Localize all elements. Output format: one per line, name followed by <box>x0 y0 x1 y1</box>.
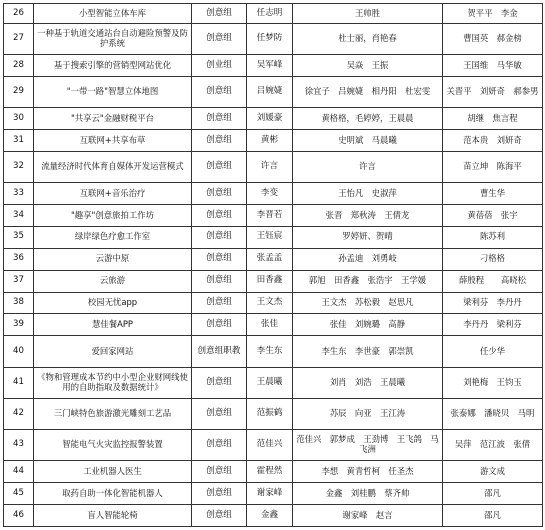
advisors-cell: 贺平平 李金 <box>443 4 543 24</box>
advisors-cell: 胡继 焦言程 <box>443 107 543 129</box>
project-table <box>3 3 543 527</box>
advisors-cell: 陈苏利 <box>443 226 543 248</box>
project-title-cell: 流量经济时代体育自媒体开发运营模式 <box>34 151 192 182</box>
leader-cell: 李晋若 <box>247 204 293 226</box>
row-number-cell: 35 <box>4 226 34 248</box>
project-title-cell: "趣享"创意旅拍工作坊 <box>34 204 192 226</box>
advisors-cell: 游文成 <box>443 461 543 483</box>
category-cell: 创意组 <box>192 461 247 483</box>
table-row <box>4 226 543 248</box>
category-cell: 创意组 <box>192 248 247 270</box>
members-cell: 王怡凡 史淑萍 <box>293 182 443 204</box>
row-number-cell: 34 <box>4 204 34 226</box>
table-row <box>4 151 543 182</box>
category-cell: 创意组 <box>192 314 247 336</box>
project-title-cell: 一种基于轨道交通站台自动避险预警及防护系统 <box>34 23 192 54</box>
row-number-cell: 30 <box>4 107 34 129</box>
project-title-cell: 小型智能立体车库 <box>34 4 192 24</box>
project-title-cell: 云旅游 <box>34 270 192 292</box>
leader-cell: 田香鑫 <box>247 270 293 292</box>
leader-cell: 王晨曦 <box>247 367 293 398</box>
members-cell: 杜士丽，肖艳春 <box>293 23 443 54</box>
advisors-cell: 曹国英 郝金榜 <box>443 23 543 54</box>
leader-cell: 李生东 <box>247 336 293 367</box>
advisors-cell: 张泰娜 潘晓贝 马明 <box>443 398 543 429</box>
row-number-cell: 40 <box>4 336 34 367</box>
members-cell: 郭旭 田香鑫 张浩宇 王学媛 <box>293 270 443 292</box>
row-number-cell: 41 <box>4 367 34 398</box>
table-row <box>4 292 543 314</box>
leader-cell: 刘媛豪 <box>247 107 293 129</box>
category-cell: 创意组 <box>192 292 247 314</box>
table-row <box>4 204 543 226</box>
category-cell: 创意组 <box>192 76 247 107</box>
members-cell: 谢家峰 赵言 <box>293 504 443 526</box>
advisors-cell: 关晋平 刘妍奇 郝参男 <box>443 76 543 107</box>
members-cell: 刘肖 刘浩 王晨曦 <box>293 367 443 398</box>
leader-cell: 金鑫 <box>247 504 293 526</box>
table-row <box>4 4 543 24</box>
table-row <box>4 314 543 336</box>
advisors-cell: 苗立坤 陈海平 <box>443 151 543 182</box>
advisors-cell: 梁利芬 李丹丹 <box>443 292 543 314</box>
leader-cell: 许言 <box>247 151 293 182</box>
category-cell: 创意组 <box>192 270 247 292</box>
leader-cell: 任梦防 <box>247 23 293 54</box>
project-title-cell: 慧佳餐APP <box>34 314 192 336</box>
category-cell: 创意组 <box>192 204 247 226</box>
leader-cell: 黄彬 <box>247 129 293 151</box>
advisors-cell: 黄蓓蓓 张宇 <box>443 204 543 226</box>
advisors-cell: 李丹丹 梁利芬 <box>443 314 543 336</box>
project-title-cell: 《物和管理成本节约中小型企业财网线使用的自助指取及数据统计》 <box>34 367 192 398</box>
project-title-cell: 互联网+共享布草 <box>34 129 192 151</box>
leader-cell: 谢家峰 <box>247 482 293 504</box>
row-number-cell: 31 <box>4 129 34 151</box>
row-number-cell: 28 <box>4 54 34 76</box>
table-row <box>4 461 543 483</box>
members-cell: 许言 <box>293 151 443 182</box>
project-title-cell: "共享云"金融财税平台 <box>34 107 192 129</box>
members-cell: 张晋 郑秋涛 王倩龙 <box>293 204 443 226</box>
project-title-cell: 校园无忧app <box>34 292 192 314</box>
advisors-cell: 任少华 <box>443 336 543 367</box>
advisors-cell: 曹生华 <box>443 182 543 204</box>
project-title-cell: 智能电气火灾监控报警装置 <box>34 429 192 460</box>
advisors-cell: 邵凡 <box>443 482 543 504</box>
row-number-cell: 44 <box>4 461 34 483</box>
members-cell: 金鑫 刘桂鹏 蔡齐帅 <box>293 482 443 504</box>
leader-cell: 范佳兴 <box>247 429 293 460</box>
project-title-cell: 基于搜索引擎的营销型网站优化 <box>34 54 192 76</box>
row-number-cell: 43 <box>4 429 34 460</box>
row-number-cell: 29 <box>4 76 34 107</box>
category-cell: 创意组 <box>192 107 247 129</box>
advisors-cell: 王国维 马华敏 <box>443 54 543 76</box>
members-cell: 王帅胜 <box>293 4 443 24</box>
row-number-cell: 46 <box>4 504 34 526</box>
members-cell: 李生东 李世豪 郭崇凯 <box>293 336 443 367</box>
category-cell: 创意组职教 <box>192 336 247 367</box>
leader-cell: 范振鹤 <box>247 398 293 429</box>
project-title-cell: 盲人智能轮椅 <box>34 504 192 526</box>
category-cell: 创意组 <box>192 23 247 54</box>
category-cell: 创意组 <box>192 182 247 204</box>
category-cell: 创意组 <box>192 482 247 504</box>
project-title-cell: 工业机器人医生 <box>34 461 192 483</box>
members-cell: 吴焱 王振 <box>293 54 443 76</box>
table-row <box>4 129 543 151</box>
members-cell: 史明斌 马晨曦 <box>293 129 443 151</box>
leader-cell: 李变 <box>247 182 293 204</box>
project-title-cell: 云游中原 <box>34 248 192 270</box>
leader-cell: 王文杰 <box>247 292 293 314</box>
members-cell: 罗婷妍、贺晴 <box>293 226 443 248</box>
project-title-cell: 互联网+音乐治疗 <box>34 182 192 204</box>
members-cell: 张佳 刘婉璐 高静 <box>293 314 443 336</box>
category-cell: 创意组 <box>192 4 247 24</box>
table-row <box>4 270 543 292</box>
table-row <box>4 504 543 526</box>
row-number-cell: 32 <box>4 151 34 182</box>
project-title-cell: 爱回家网站 <box>34 336 192 367</box>
table-row <box>4 54 543 76</box>
table-body <box>4 4 543 527</box>
category-cell: 创意组 <box>192 429 247 460</box>
table-row <box>4 107 543 129</box>
category-cell: 创意组 <box>192 151 247 182</box>
row-number-cell: 27 <box>4 23 34 54</box>
category-cell: 创意组 <box>192 398 247 429</box>
table-row <box>4 482 543 504</box>
advisors-cell: 薛殷程 高晓松 <box>443 270 543 292</box>
category-cell: 创意组 <box>192 367 247 398</box>
leader-cell: 任志明 <box>247 4 293 24</box>
members-cell: 范佳兴 郭梦成 王劲博 王飞鸽 马飞洲 <box>293 429 443 460</box>
category-cell: 创业组 <box>192 54 247 76</box>
advisors-cell: 邵凡 <box>443 504 543 526</box>
category-cell: 创意组 <box>192 226 247 248</box>
advisors-cell: 范本贵 刘妍奇 <box>443 129 543 151</box>
leader-cell: 吴军峰 <box>247 54 293 76</box>
category-cell: 创意组 <box>192 504 247 526</box>
table-row <box>4 76 543 107</box>
table-row <box>4 367 543 398</box>
row-number-cell: 38 <box>4 292 34 314</box>
advisors-cell: 刁格格 <box>443 248 543 270</box>
project-title-cell: 三门峡特色旅游激光雕刻工艺品 <box>34 398 192 429</box>
advisors-cell: 吴萍 范江波 张倩 <box>443 429 543 460</box>
leader-cell: 吕婉婕 <box>247 76 293 107</box>
row-number-cell: 42 <box>4 398 34 429</box>
members-cell: 苏辰 向亚 王江涛 <box>293 398 443 429</box>
table-row <box>4 182 543 204</box>
leader-cell: 霍程然 <box>247 461 293 483</box>
members-cell: 徐宜子 吕婉婕 相丹阳 杜宏雯 <box>293 76 443 107</box>
row-number-cell: 36 <box>4 248 34 270</box>
table-row <box>4 398 543 429</box>
row-number-cell: 37 <box>4 270 34 292</box>
members-cell: 王文杰 苏松毅 赵思凡 <box>293 292 443 314</box>
leader-cell: 张佳 <box>247 314 293 336</box>
row-number-cell: 45 <box>4 482 34 504</box>
project-title-cell: 取药自助一体化智能机器人 <box>34 482 192 504</box>
table-row <box>4 429 543 460</box>
members-cell: 李想 黄青哲柯 任圣杰 <box>293 461 443 483</box>
row-number-cell: 26 <box>4 4 34 24</box>
table-row <box>4 23 543 54</box>
table-row <box>4 336 543 367</box>
project-title-cell: 绿岸绿色疗愈工作室 <box>34 226 192 248</box>
leader-cell: 王钰宸 <box>247 226 293 248</box>
category-cell: 创意组 <box>192 129 247 151</box>
table-row <box>4 248 543 270</box>
row-number-cell: 33 <box>4 182 34 204</box>
row-number-cell: 39 <box>4 314 34 336</box>
members-cell: 孙孟迪 刘勇岐 <box>293 248 443 270</box>
project-title-cell: "一带一路"智慧立体地图 <box>34 76 192 107</box>
advisors-cell: 刘艳梅 王钧玉 <box>443 367 543 398</box>
leader-cell: 张孟孟 <box>247 248 293 270</box>
members-cell: 黄格格，毛婷婷，王晨晨 <box>293 107 443 129</box>
